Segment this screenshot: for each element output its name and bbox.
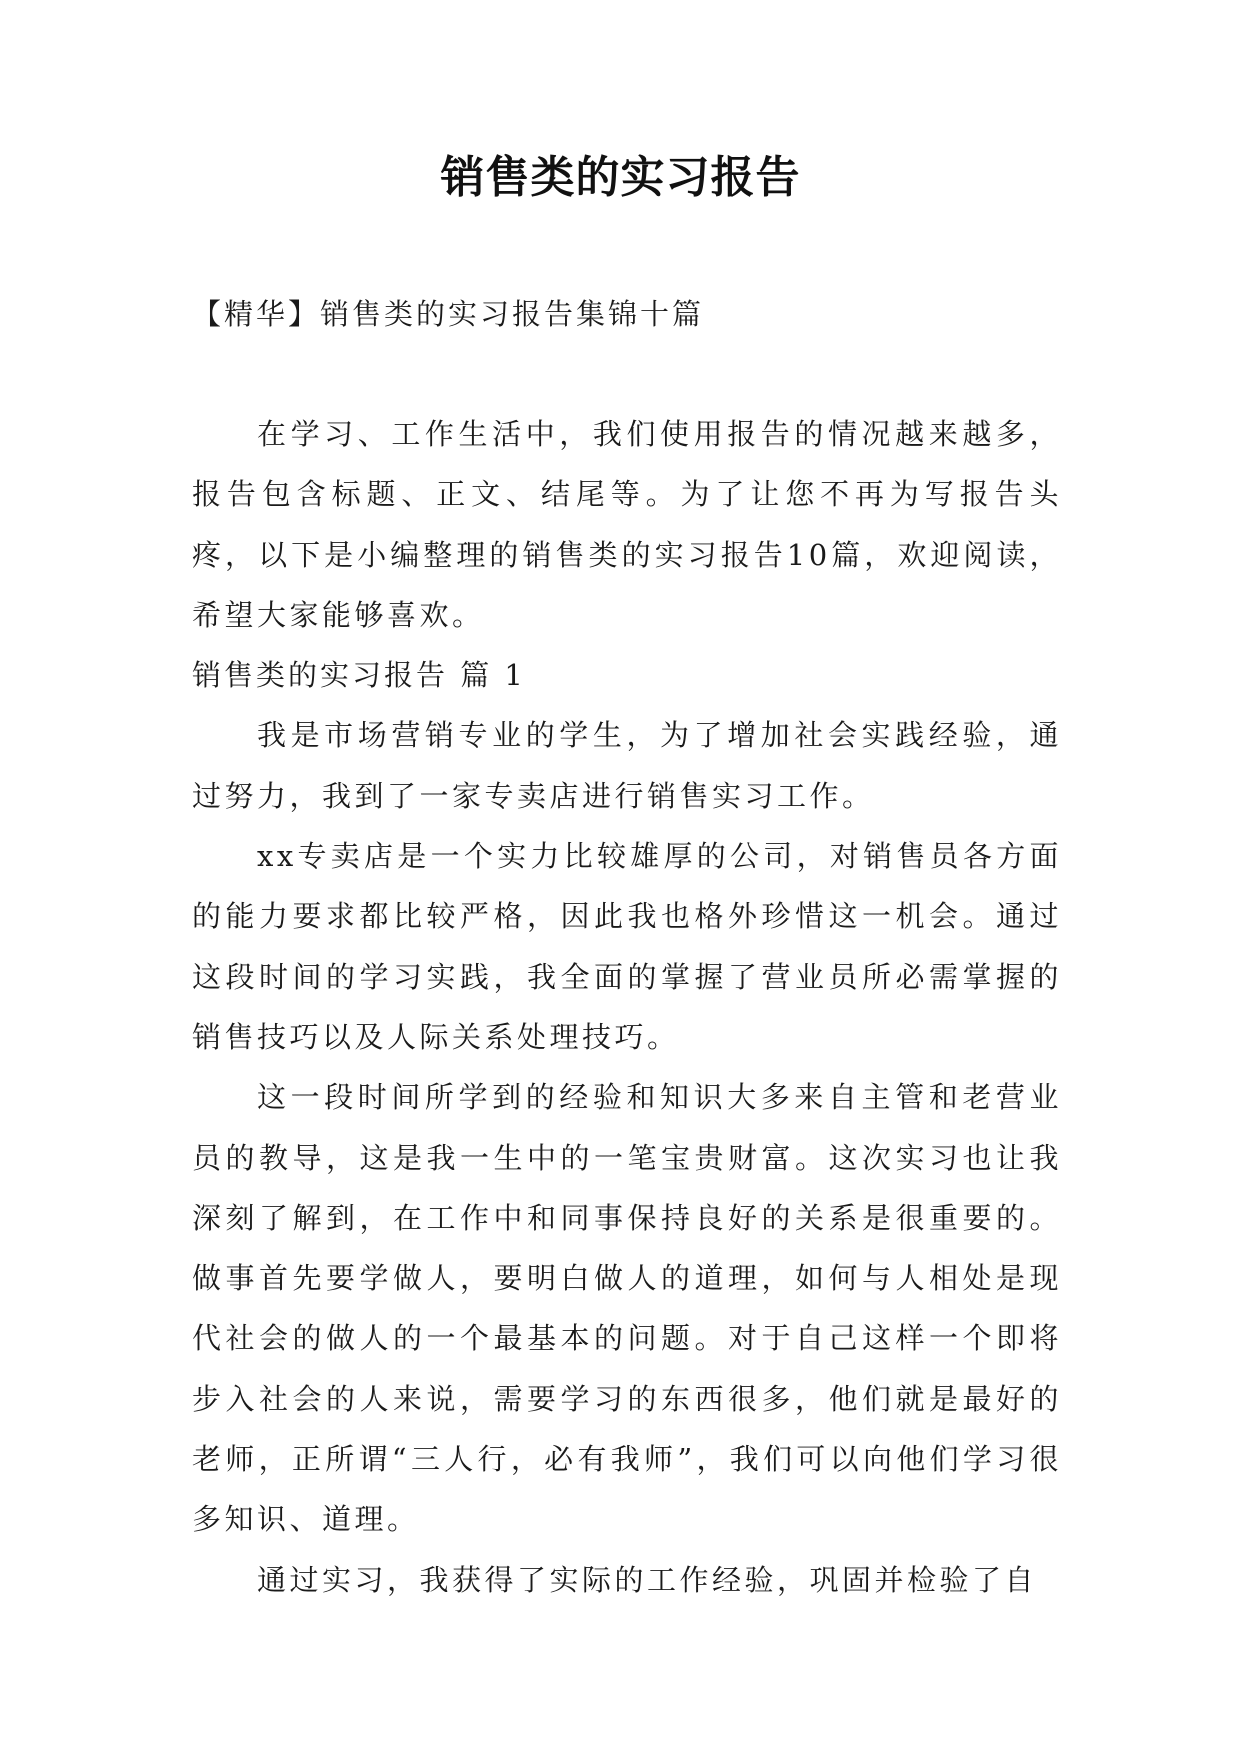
document-subtitle: 【精华】销售类的实习报告集锦十篇	[192, 297, 705, 331]
body-paragraph-3: 这一段时间所学到的经验和知识大多来自主管和老营业员的教导，这是我一生中的一笔宝贵财富。这次实习也让我深刻了解到，在工作中和同事保持良好的关系是很重要的。做事首先要学做人，要明白做人的道理，如何与人相处是现代社会的做人的一个最基本的问题。对于自己这样一个即将步入社会的人来说，需要学习的东西很多，他们就是最好的老师，正所谓“三人行，必有我师”，我们可以向他们学习很多知识、道理。	[192, 1080, 1062, 1537]
document-title: 销售类的实习报告	[440, 152, 801, 203]
body-paragraph-1: 我是市场营销专业的学生，为了增加社会实践经验，通过努力，我到了一家专卖店进行销售实习工作。	[192, 718, 1062, 813]
body-paragraph-2: xx专卖店是一个实力比较雄厚的公司，对销售员各方面的能力要求都比较严格，因此我也格外珍惜这一机会。通过这段时间的学习实践，我全面的掌握了营业员所必需掌握的销售技巧以及人际关系处理技巧。	[192, 839, 1062, 1054]
intro-paragraph: 在学习、工作生活中，我们使用报告的情况越来越多，报告包含标题、正文、结尾等。为了让您不再为写报告头疼，以下是小编整理的销售类的实习报告10篇，欢迎阅读，希望大家能够喜欢。	[192, 417, 1062, 632]
section-heading: 销售类的实习报告 篇 1	[192, 658, 526, 693]
body-paragraph-4: 通过实习，我获得了实际的工作经验，巩固并检验了自	[257, 1562, 1038, 1597]
document-body	[192, 404, 1062, 1610]
